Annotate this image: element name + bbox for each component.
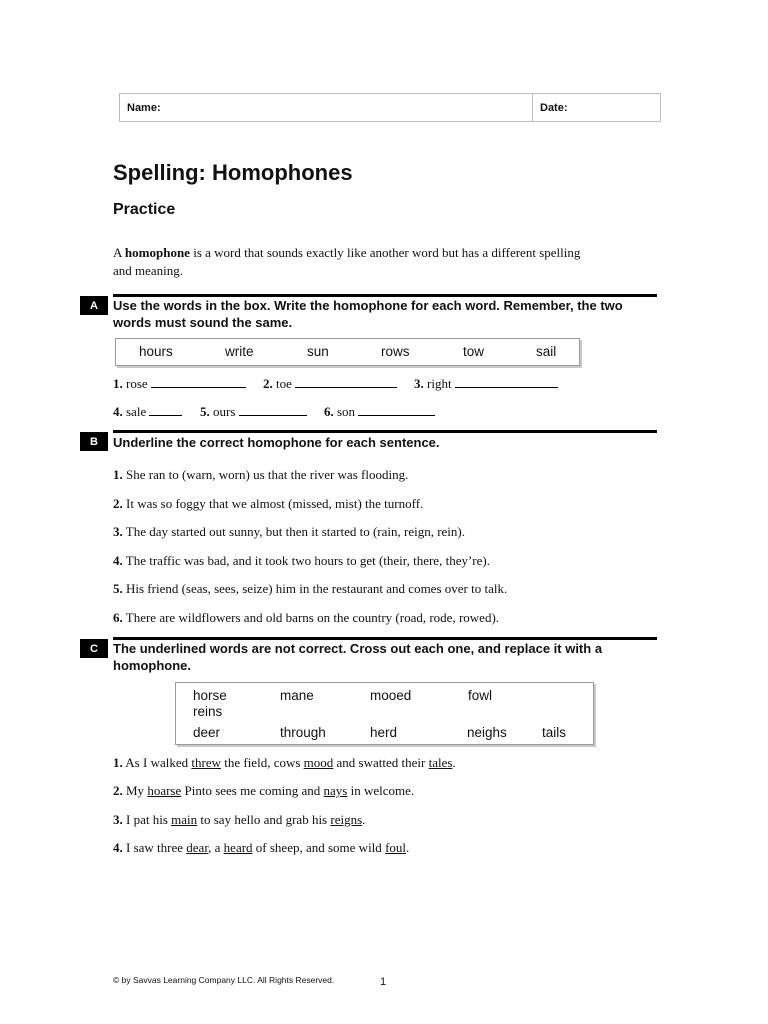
- section-b-badge: B: [80, 432, 108, 451]
- word-box-word: sun: [307, 344, 329, 359]
- section-c-instruction: The underlined words are not correct. Cross out each one, and replace it with a homophone.: [113, 641, 603, 673]
- answer-blank[interactable]: [455, 375, 558, 388]
- word-box-word: mooed: [370, 688, 412, 703]
- section-c-badge: C: [80, 639, 108, 658]
- section-b-item: 3. The day started out sunny, but then it started to (rain, reign, rein).: [113, 524, 465, 539]
- page-subtitle: Practice: [113, 201, 176, 218]
- section-b-rule: [113, 430, 657, 433]
- section-a-item: 3. right: [414, 375, 558, 392]
- word-box-word: neighs: [467, 725, 507, 740]
- section-c-word-box: [175, 682, 594, 745]
- section-a-word-box: [115, 338, 580, 366]
- intro-term: homophone: [124, 245, 190, 260]
- answer-blank[interactable]: [358, 403, 435, 416]
- intro-paragraph: [113, 244, 583, 280]
- answer-blank[interactable]: [239, 403, 307, 416]
- word-box-word: hours: [139, 344, 173, 359]
- word-box-word: sail: [536, 344, 557, 359]
- word-box-word: rows: [381, 344, 410, 359]
- copyright-notice: © by Savvas Learning Company LLC. All Rights Reserved.: [113, 975, 335, 985]
- answer-blank[interactable]: [151, 375, 246, 388]
- answer-blank[interactable]: [295, 375, 397, 388]
- section-a-instruction: Use the words in the box. Write the homophone for each word. Remember, the two words must sound the same.: [113, 298, 623, 330]
- section-c-item: 1. As I walked threw the field, cows mood and swatted their tales.: [113, 755, 456, 770]
- name-date-box: [119, 93, 661, 122]
- word-box-word: tails: [542, 725, 567, 740]
- incorrect-word[interactable]: heard: [223, 840, 253, 855]
- incorrect-word[interactable]: nays: [323, 783, 348, 798]
- incorrect-word[interactable]: foul: [385, 840, 407, 855]
- section-a-item: 5. ours: [200, 403, 307, 420]
- section-c-item: 2. My hoarse Pinto sees me coming and nays in welcome.: [113, 783, 415, 798]
- date-field-label[interactable]: Date:: [540, 102, 568, 114]
- page-title: Spelling: Homophones: [113, 160, 353, 185]
- incorrect-word[interactable]: threw: [191, 755, 221, 770]
- section-b-item: 4. The traffic was bad, and it took two hours to get (their, there, they’re).: [113, 553, 490, 568]
- intro-prefix: A: [113, 245, 125, 260]
- word-box-word: herd: [370, 725, 398, 740]
- section-a-item: 2. toe: [263, 375, 397, 392]
- section-a-badge: A: [80, 296, 108, 315]
- word-box-word: fowl: [468, 688, 493, 703]
- incorrect-word[interactable]: mood: [303, 755, 334, 770]
- section-b-item: 5. His friend (seas, sees, seize) him in the restaurant and comes over to talk.: [113, 581, 508, 596]
- section-a-item: 1. rose: [113, 375, 246, 392]
- word-box-word: reins: [193, 704, 223, 719]
- name-field-label[interactable]: Name:: [120, 94, 533, 121]
- section-a-item: 4. sale: [113, 403, 182, 420]
- word-box-word: tow: [463, 344, 485, 359]
- section-c-item: 4. I saw three dear, a heard of sheep, and some wild foul.: [113, 840, 410, 855]
- incorrect-word[interactable]: hoarse: [147, 783, 182, 798]
- answer-blank[interactable]: [149, 403, 182, 416]
- intro-rest: is a word that sounds exactly like another word but has a different spelling and meaning.: [113, 245, 581, 278]
- word-box-word: deer: [193, 725, 221, 740]
- incorrect-word[interactable]: tales: [428, 755, 453, 770]
- word-box-word: write: [225, 344, 254, 359]
- word-box-word: horse: [193, 688, 227, 703]
- section-a-item: 6. son: [324, 403, 435, 420]
- section-b-item: 6. There are wildflowers and old barns on the country (road, rode, rowed).: [113, 610, 500, 625]
- incorrect-word[interactable]: reigns: [330, 812, 363, 827]
- incorrect-word[interactable]: main: [171, 812, 198, 827]
- section-b-item: 1. She ran to (warn, worn) us that the river was flooding.: [113, 467, 409, 482]
- word-box-word: mane: [280, 688, 314, 703]
- incorrect-word[interactable]: dear: [186, 840, 209, 855]
- page-number: 1: [380, 976, 387, 988]
- section-b-item: 2. It was so foggy that we almost (missed, mist) the turnoff.: [113, 496, 424, 511]
- section-c-item: 3. I pat his main to say hello and grab his reigns.: [113, 812, 366, 827]
- section-b-instruction: Underline the correct homophone for each sentence.: [113, 435, 440, 450]
- word-box-word: through: [280, 725, 326, 740]
